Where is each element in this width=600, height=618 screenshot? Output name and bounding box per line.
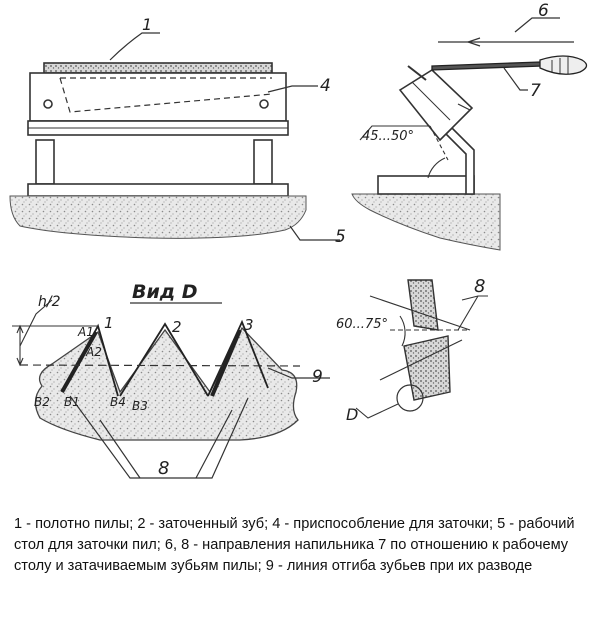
fixture-leg-right	[254, 140, 272, 184]
file-tool	[432, 56, 587, 74]
angled-fixture	[352, 66, 500, 250]
label-9: 9	[312, 367, 323, 387]
point-b2: B2	[34, 395, 50, 409]
point-b1: B1	[64, 395, 80, 409]
angle-60-75: 60...75°	[336, 317, 388, 332]
tooth-label-3: 3	[244, 316, 254, 334]
point-b4: B4	[110, 395, 126, 409]
label-d: D	[346, 405, 359, 424]
tooth-label-1: 1	[104, 314, 114, 332]
point-b3: B3	[132, 399, 148, 413]
tooth-cross-section	[404, 280, 450, 400]
label-h-half: h/2	[38, 294, 61, 310]
angle-45-50: 45...50°	[362, 129, 414, 144]
label-4: 4	[320, 76, 331, 96]
label-6: 6	[538, 1, 549, 21]
tooth-label-2: 2	[172, 318, 182, 336]
bolt-right	[260, 100, 268, 108]
label-8-top: 8	[474, 276, 486, 297]
saw-teeth-blade	[35, 328, 298, 440]
label-5: 5	[335, 227, 346, 247]
bolt-left	[44, 100, 52, 108]
point-a2: A2	[86, 345, 102, 359]
label-8-bottom: 8	[158, 458, 170, 479]
label-1: 1	[142, 15, 153, 34]
work-table-left	[10, 196, 306, 238]
fixture-body	[30, 73, 286, 121]
fixture-base	[28, 184, 288, 196]
label-7: 7	[530, 81, 541, 101]
fixture-leg-left	[36, 140, 54, 184]
point-a1: A1	[78, 325, 94, 339]
work-table-right	[352, 194, 500, 250]
saw-blade	[44, 63, 272, 73]
fixture-side-view	[10, 63, 306, 238]
figure-caption: 1 - полотно пилы; 2 - заточенный зуб; 4 - приспособление для заточки; 5 - рабочий стол для заточки пил; 6, 8 - направления напильника 7 по отношению к рабочему столу и затачиваемым зубьям пилы; 9 - линия отгиба зубьев при их разводе	[14, 516, 575, 574]
view-d-title: Вид D	[132, 281, 198, 303]
